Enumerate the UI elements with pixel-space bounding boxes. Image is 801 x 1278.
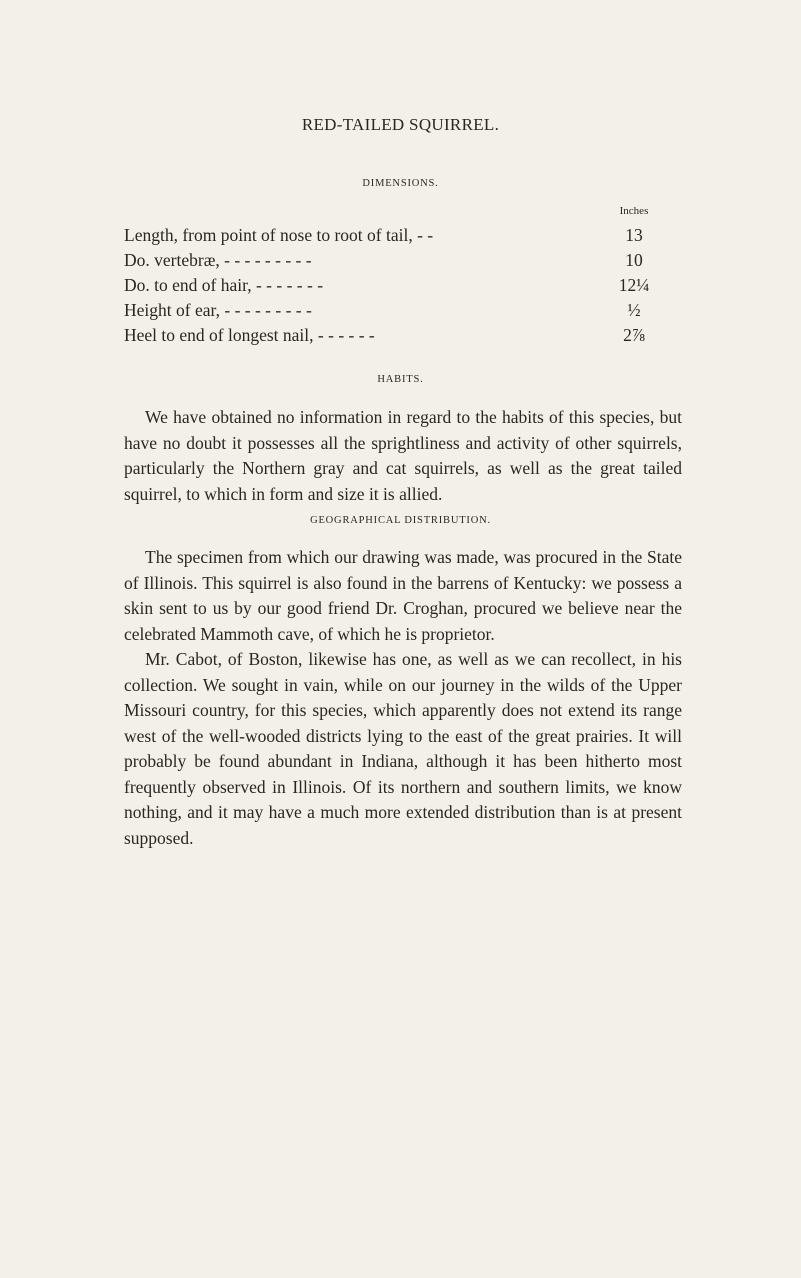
dimension-row <box>124 225 684 249</box>
habits-body <box>124 405 682 507</box>
habits-paragraph: We have obtained no information in regard to the habits of this species, but have no doubt it possesses all the sprightliness and activity of other squirrels, particularly the Northern gray and cat squirrels, as well as the great tailed squirrel, to which in form and size it is allied. <box>124 407 682 504</box>
dimension-row <box>124 325 684 349</box>
dimension-row <box>124 250 684 274</box>
dimension-label: Height of ear, - - - - - - - - - <box>124 300 312 320</box>
habits-heading: HABITS. <box>377 374 424 385</box>
units-header: Inches <box>619 205 649 217</box>
dimension-label: Do. to end of hair, - - - - - - - <box>124 275 324 295</box>
dimension-label: Length, from point of nose to root of tail, - - <box>124 225 434 245</box>
distribution-heading: GEOGRAPHICAL DISTRIBUTION. <box>310 515 491 526</box>
dimension-row <box>124 275 684 299</box>
dimension-value: 10 <box>625 250 643 270</box>
distribution-paragraph: The specimen from which our drawing was made, was procured in the State of Illinois. This squirrel is also found in the barrens of Kentucky: we possess a skin sent to us by our good friend Dr. Croghan, procured we believe near the celebrated Mammoth cave, of which he is proprietor. <box>124 547 682 644</box>
distribution-body <box>124 545 682 851</box>
dimension-value: ½ <box>627 300 641 320</box>
dimension-row <box>124 300 684 324</box>
dimensions-heading: DIMENSIONS. <box>362 178 439 189</box>
dimension-value: 12¼ <box>618 275 650 295</box>
dimension-label: Do. vertebræ, - - - - - - - - - <box>124 250 312 270</box>
dimension-value: 2⅞ <box>623 325 645 345</box>
dimension-label: Heel to end of longest nail, - - - - - - <box>124 325 375 345</box>
dimension-value: 13 <box>625 225 643 245</box>
distribution-paragraph: Mr. Cabot, of Boston, likewise has one, as well as we can recollect, in his collection. We sought in vain, while on our journey in the wilds of the Upper Missouri country, for this species, which apparently does not extend its range west of the well-wooded districts lying to the east of the great prairies. It will probably be found abundant in Indiana, although it has been hitherto most frequently observed in Illinois. Of its northern and southern limits, we know nothing, and it may have a much more extended distribution than is at present supposed. <box>124 649 682 848</box>
page-title: RED-TAILED SQUIRREL. <box>301 115 500 134</box>
